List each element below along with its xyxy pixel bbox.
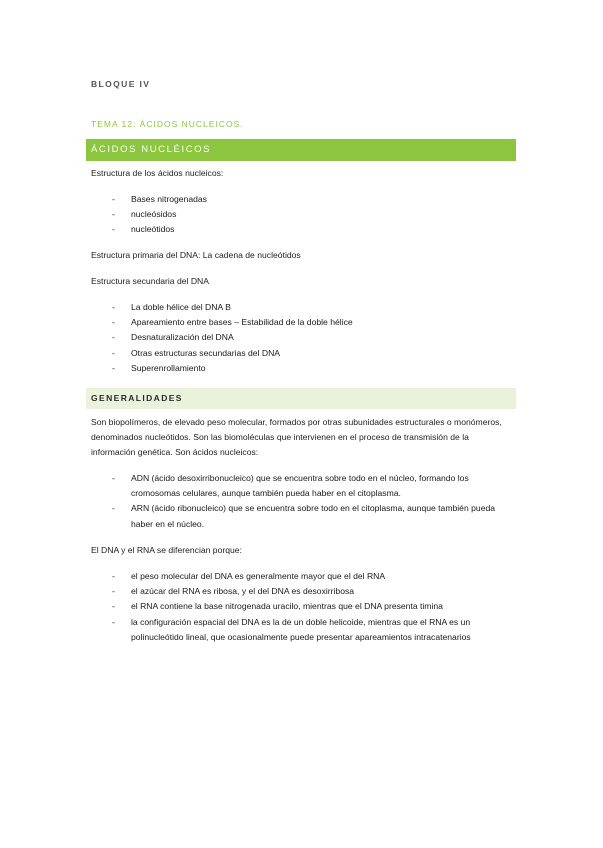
- list-item: - el peso molecular del DNA es generalmente mayor que el del RNA: [91, 569, 511, 584]
- list-item: - Apareamiento entre bases – Estabilidad de la doble hélice: [91, 315, 511, 330]
- bullet-dash: -: [112, 194, 115, 204]
- list-item: - el azúcar del RNA es ribosa, y el del DNA es desoxirribosa: [91, 584, 511, 599]
- bullet-dash: -: [112, 302, 115, 312]
- list-item: - ADN (ácido desoxirribonucleico) que se encuentra sobre todo en el núcleo, formando los cromosomas celulares, aunque también pueda haber en el citoplasma.: [112, 473, 469, 499]
- primary-structure: Estructura primaria del DNA: La cadena de nucleótidos: [91, 250, 301, 260]
- list-item: - el RNA contiene la base nitrogenada uracilo, mientras que el DNA presenta timina: [91, 599, 511, 614]
- section-banner-generalidades: [86, 388, 516, 409]
- section-title: ÁCIDOS NUCLÉICOS: [91, 144, 212, 155]
- list-item: - la configuración espacial del DNA es la de un doble helicoide, mientras que el RNA es un polinucleótido lineal, que ocasionalmente puede presentar apareamientos intracatenarios: [112, 616, 471, 642]
- section-title: GENERALIDADES: [91, 393, 183, 403]
- bullet-dash: -: [112, 586, 115, 597]
- bullet-dash: -: [112, 473, 115, 483]
- list-item: - Otras estructuras secundarias del DNA: [91, 346, 511, 361]
- bullet-dash: -: [112, 347, 115, 358]
- section-banner-acidos: [86, 139, 516, 161]
- bullet-dash: -: [112, 601, 115, 612]
- differences-list: [91, 569, 511, 645]
- list-item: - Desnaturalización del DNA: [91, 330, 511, 345]
- list-item: - La doble hélice del DNA B: [91, 300, 511, 315]
- bullet-dash: -: [112, 571, 115, 581]
- bullet-dash: -: [112, 332, 115, 343]
- bullet-dash: -: [112, 224, 115, 235]
- list-item: - ARN (ácido ribonucleico) que se encuentra sobre todo en el citoplasma, aunque también pueda haber en el núcleo.: [112, 503, 496, 529]
- list-item: - Bases nitrogenadas: [91, 192, 511, 207]
- bases-list: [91, 192, 511, 238]
- bullet-dash: -: [112, 616, 115, 627]
- bullet-dash: -: [112, 317, 115, 328]
- bullet-dash: -: [112, 362, 115, 373]
- differences-intro: El DNA y el RNA se diferencian porque:: [91, 545, 242, 555]
- list-item: - nucleótidos: [91, 222, 511, 237]
- bullet-dash: -: [112, 503, 115, 514]
- generalidades-paragraph: Son biopolímeros, de elevado peso molecular, formados por otras subunidades estructurales o monómeros, denominados nucleótidos. Son las biomoléculas que intervienen en el proceso de transmisión de la información genética. Son ácidos nucleicos:: [91, 417, 502, 458]
- list-item: - Superenrollamiento: [91, 361, 511, 376]
- list-item: - nucleósidos: [91, 207, 511, 222]
- bullet-dash: -: [112, 209, 115, 220]
- topic-title: TEMA 12: ÁCIDOS NUCLEICOS.: [91, 119, 244, 129]
- secondary-structure: Estructura secundaria del DNA: [91, 276, 209, 286]
- secondary-list: [91, 300, 511, 376]
- acid-types-list: [91, 471, 511, 532]
- block-label: BLOQUE IV: [91, 79, 151, 89]
- structure-intro: Estructura de los ácidos nucleicos:: [91, 168, 224, 178]
